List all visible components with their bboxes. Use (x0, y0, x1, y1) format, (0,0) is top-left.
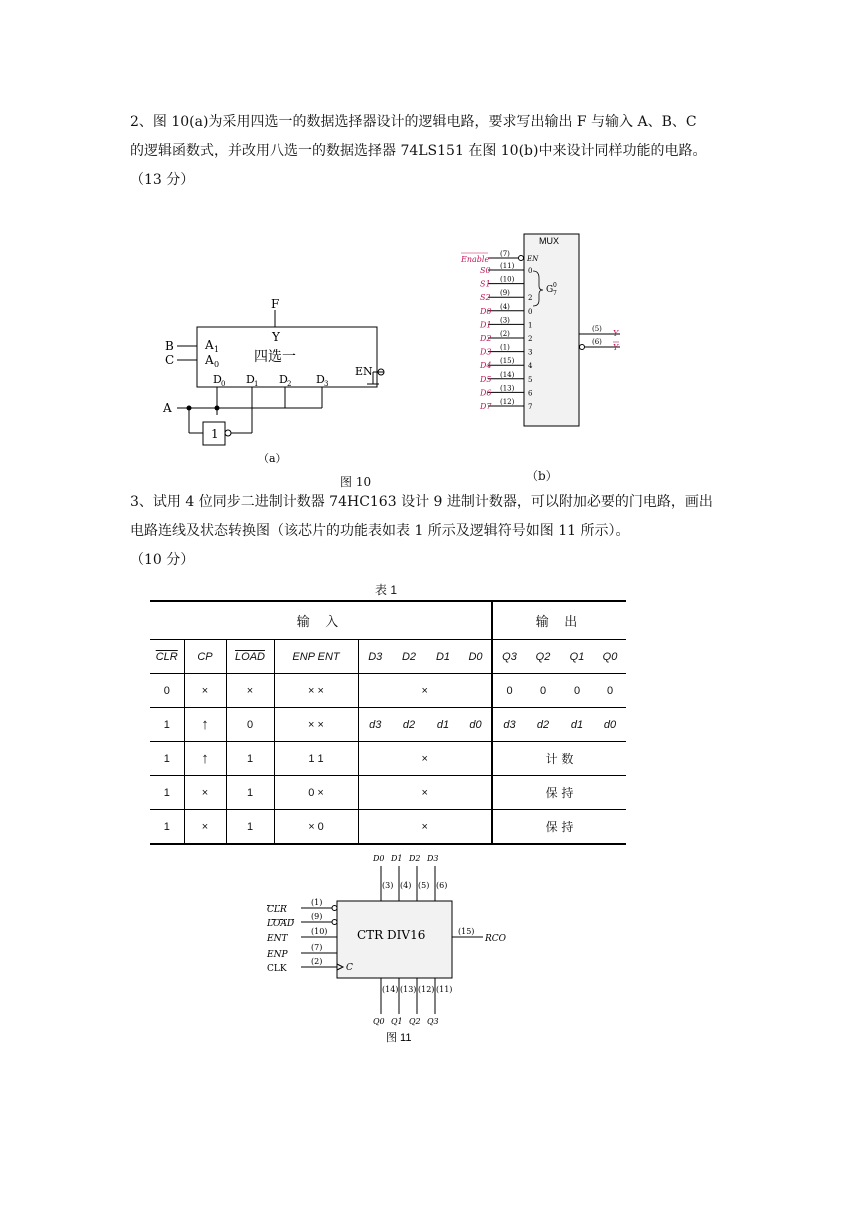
cell-data: × (358, 776, 492, 810)
cell-q3: 0 (492, 674, 526, 708)
mux-inner-label: 7 (528, 403, 533, 411)
data-input-pin: (5) (418, 881, 430, 890)
data-input-label: D2 (409, 854, 421, 863)
control-input-pin: (10) (311, 927, 328, 936)
header-q3: Q3 (492, 640, 526, 674)
cell-d1: d1 (426, 708, 460, 742)
label-D2-sub: 2 (287, 380, 292, 388)
cell-d2: d2 (392, 708, 426, 742)
mux-input-name: D3 (480, 347, 492, 357)
cell-d0: d0 (460, 708, 492, 742)
mux-input-name: S2 (480, 293, 491, 303)
q3-line2: 电路连线及状态转换图（该芯片的功能表如表 1 所示及逻辑符号如图 11 所示）。 (130, 523, 630, 539)
data-input-pin: (6) (436, 881, 448, 890)
mux-inner-label: 2 (528, 335, 533, 343)
q2-line1: 2、图 10(a)为采用四选一的数据选择器设计的逻辑电路，要求写出输出 F 与输入 A、B、C (130, 114, 697, 130)
figure-10-caption: 图 10 (340, 475, 372, 489)
question-2 (130, 108, 740, 195)
mux-inner-label: 1 (528, 321, 533, 330)
g-label: G (546, 285, 554, 295)
cell-clr: 1 (150, 742, 184, 776)
cell-clr: 0 (150, 674, 184, 708)
clock-label: C (346, 963, 353, 973)
cell-en: 1 1 (274, 742, 358, 776)
mux-input-pin: (4) (500, 302, 510, 311)
mux-inner-label: 4 (528, 362, 533, 371)
header-enp-ent: ENP ENT (274, 640, 358, 674)
ybar-label: Y (613, 343, 619, 352)
cell-load: 1 (226, 776, 274, 810)
mux-input-pin: (3) (500, 316, 510, 325)
label-A0: A (205, 353, 214, 367)
group-output: 输 出 (492, 601, 626, 640)
cell-en: × × (274, 708, 358, 742)
table-row (150, 674, 626, 708)
q3-line3: （10 分） (130, 552, 195, 568)
cell-en: × × (274, 674, 358, 708)
q-output-label: Q1 (391, 1017, 403, 1026)
counter-label: CTR DIV16 (357, 928, 426, 942)
cell-q3: d3 (492, 708, 526, 742)
cell-cp-rising-edge: ↑ (184, 742, 226, 776)
label-EN: EN (355, 365, 373, 378)
g-sub: 7 (553, 290, 557, 297)
table-row (150, 708, 626, 742)
q-output-pin: (13) (400, 985, 417, 994)
label-D1: D (246, 373, 255, 386)
cell-en: 0 × (274, 776, 358, 810)
table-row (150, 776, 626, 810)
cell-cp-rising-edge: ↑ (184, 708, 226, 742)
mux-input-name: D1 (480, 320, 492, 330)
label-B: B (165, 339, 174, 353)
en-inner: EN (527, 255, 539, 263)
cell-q2: d2 (526, 708, 560, 742)
header-d1: D1 (426, 640, 460, 674)
table-row (150, 810, 626, 845)
label-A: A (163, 401, 172, 415)
q-output-pin: (11) (436, 985, 453, 994)
cell-data: × (358, 674, 492, 708)
q3-line1: 3、试用 4 位同步二进制计数器 74HC163 设计 9 进制计数器，可以附加必要的门电路，画出 (130, 494, 713, 510)
cell-q1: 0 (560, 674, 594, 708)
label-D0: D (213, 373, 222, 386)
figure-10a (155, 290, 395, 470)
cell-clr: 1 (150, 776, 184, 810)
cell-cp: × (184, 810, 226, 845)
cell-d3: d3 (358, 708, 392, 742)
g-sup: 0 (553, 282, 557, 289)
mux-inner-label: 6 (528, 389, 533, 398)
inverter-label: 1 (211, 427, 219, 441)
mux-inner-label: 0 (528, 267, 533, 275)
table-column-header (150, 640, 626, 674)
q-output-label: Q0 (373, 1017, 385, 1026)
table-group-header (150, 601, 626, 640)
fig11-caption: 图 11 (386, 1032, 412, 1044)
cell-load: 1 (226, 742, 274, 776)
cell-q2: 0 (526, 674, 560, 708)
label-A1-sub: 1 (214, 345, 220, 354)
mux-input-pin: (10) (500, 275, 515, 284)
q2-line3: （13 分） (130, 172, 195, 188)
y-pin: (5) (592, 325, 602, 333)
data-input-pin: (3) (382, 881, 394, 890)
header-q2: Q2 (526, 640, 560, 674)
label-D3: D (316, 373, 325, 386)
cell-clr: 1 (150, 708, 184, 742)
rco-pin: (15) (458, 927, 475, 936)
cell-en: × 0 (274, 810, 358, 845)
table-1-caption: 表 1 (375, 583, 398, 597)
control-input-pin: (2) (311, 957, 323, 966)
group-input: 输 入 (150, 601, 492, 640)
mux-input-name: S1 (480, 279, 491, 289)
control-input-pin: (7) (311, 943, 323, 952)
enable-pin: (7) (500, 250, 510, 258)
control-input-label: ENP (267, 950, 288, 960)
cell-q0: d0 (594, 708, 626, 742)
mux-input-pin: (11) (500, 262, 515, 270)
control-input-label: CLR (267, 905, 287, 915)
label-D0-sub: 0 (221, 380, 226, 388)
control-input-pin: (1) (311, 898, 323, 907)
q-output-label: Q3 (427, 1017, 439, 1026)
header-d2: D2 (392, 640, 426, 674)
q2-line2: 的逻辑函数式，并改用八选一的数据选择器 74LS151 在图 10(b)中来设计同样功能的电路。 (130, 143, 707, 159)
mux-title: MUX (539, 236, 559, 246)
function-table (150, 600, 626, 845)
enable-label: Enable (461, 255, 490, 264)
mux-inner-label: 3 (528, 348, 533, 357)
cell-data: × (358, 742, 492, 776)
mux-inner-label: 0 (528, 307, 533, 316)
data-input-label: D1 (391, 854, 403, 863)
cell-cp: × (184, 776, 226, 810)
mux-inner-label: 2 (528, 294, 533, 303)
label-D1-sub: 1 (254, 380, 259, 388)
header-d3: D3 (358, 640, 392, 674)
mux-input-pin: (9) (500, 289, 510, 298)
control-input-label: CLK (267, 964, 287, 974)
label-Y: Y (272, 330, 280, 344)
rco-label: RCO (485, 934, 507, 944)
control-input-label: LOAD (267, 919, 295, 929)
mux-input-pin: (1) (500, 343, 510, 352)
q-output-pin: (14) (382, 985, 399, 994)
cell-load: 0 (226, 708, 274, 742)
data-input-label: D3 (427, 854, 439, 863)
header-cp: CP (184, 640, 226, 674)
header-d0: D0 (460, 640, 492, 674)
mux-input-name: D7 (480, 402, 492, 411)
label-F: F (271, 297, 280, 311)
mux-input-name: D0 (480, 306, 492, 316)
cell-output-count: 计 数 (492, 742, 626, 776)
block-label-4to1: 四选一 (254, 349, 296, 365)
fig10a-caption: （a） (258, 452, 287, 465)
mux-input-name: D2 (480, 334, 492, 343)
mux-input-pin: (15) (500, 357, 515, 366)
header-q1: Q1 (560, 640, 594, 674)
control-input-label: ENT (267, 934, 288, 944)
label-A0-sub: 0 (214, 360, 220, 369)
fig10b-caption: （b） (526, 469, 558, 483)
label-C: C (165, 353, 175, 367)
cell-q0: 0 (594, 674, 626, 708)
cell-q1: d1 (560, 708, 594, 742)
label-A1: A (205, 338, 214, 352)
ybar-pin: (6) (592, 338, 602, 346)
mux-input-name: D4 (480, 361, 492, 371)
header-clr: $\overline{CLR}$ (150, 640, 184, 674)
cell-data: × (358, 810, 492, 845)
label-D2: D (279, 373, 288, 386)
data-input-pin: (4) (400, 881, 412, 890)
mux-input-pin: (12) (500, 398, 515, 406)
label-D3-sub: 3 (324, 380, 329, 388)
inversion-bubble (332, 906, 337, 911)
control-input-pin: (9) (311, 912, 323, 921)
cell-load: × (226, 674, 274, 708)
q-output-pin: (12) (418, 985, 435, 994)
mux-input-name: D6 (480, 388, 492, 398)
header-q0: Q0 (594, 640, 626, 674)
cell-cp: × (184, 674, 226, 708)
data-input-label: D0 (373, 854, 385, 863)
figure-11 (265, 846, 525, 1046)
header-load: LOAD (226, 640, 274, 674)
table-row (150, 742, 626, 776)
question-3 (130, 488, 740, 575)
mux-input-pin: (2) (500, 330, 510, 338)
mux-input-pin: (14) (500, 370, 515, 379)
mux-input-name: D5 (480, 374, 492, 384)
mux-input-pin: (13) (500, 384, 515, 393)
figure-10b (455, 228, 635, 434)
y-label: Y (613, 329, 619, 338)
q-output-label: Q2 (409, 1017, 421, 1026)
mux-input-name: S0 (480, 266, 491, 275)
inversion-bubble (332, 920, 337, 925)
cell-clr: 1 (150, 810, 184, 845)
cell-output-hold: 保 持 (492, 776, 626, 810)
cell-load: 1 (226, 810, 274, 845)
cell-output-hold: 保 持 (492, 810, 626, 845)
mux-inner-label: 5 (528, 375, 533, 384)
